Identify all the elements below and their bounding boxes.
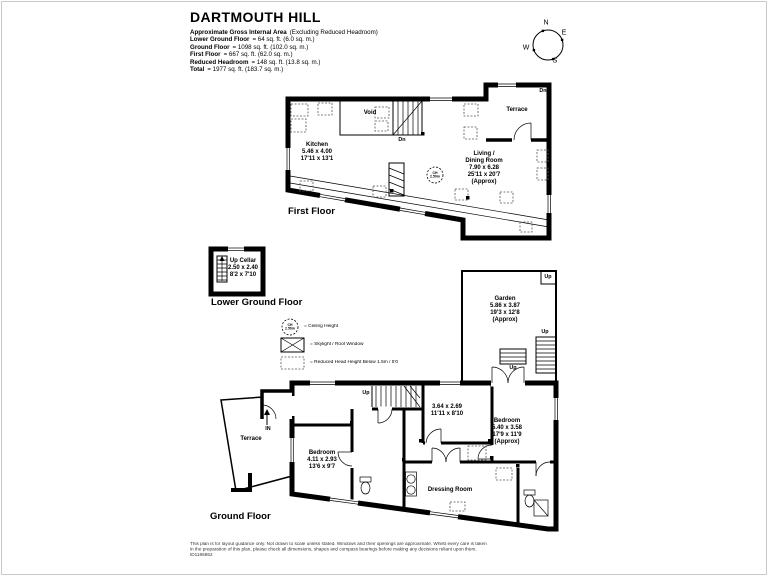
cellar-up-label: Up (229, 258, 238, 264)
room-label-garden: Garden 5.86 x 3.87 19'3 x 12'8 (Approx) (489, 296, 521, 323)
area-row: Lower Ground Floor = 64 sq. ft. (6.0 sq. m.) (190, 36, 315, 44)
compass-icon (533, 30, 564, 61)
garden-up-top-label: Up (544, 274, 552, 280)
compass-south-label: S (552, 57, 558, 65)
disclaimer-line: in the preparation of this plan, please check all dimensions, shapes and compass bearings before making any decisions reliant upon them. (190, 547, 477, 553)
entrance-in-label: IN (265, 426, 271, 432)
first-floor-title: First Floor (288, 206, 335, 217)
legend-reduced-headroom-icon (281, 357, 304, 369)
area-row: Reduced Headroom = 148 sq. ft. (13.8 sq. m.) (190, 58, 321, 66)
garden-stairs (500, 337, 556, 373)
legend-skylight-icon (281, 338, 304, 352)
stairs-dn-label: Dn (398, 137, 406, 143)
legend-skylight: = Skylight / Roof Window (310, 342, 364, 347)
property-title: DARTMOUTH HILL (190, 9, 321, 25)
legend-ceiling-height: = Ceiling Height (304, 324, 339, 329)
area-row: Ground Floor = 1098 sq. ft. (102.0 sq. m.) (190, 43, 309, 51)
garden-up-mid-label: Up (509, 365, 517, 371)
area-heading: Approximate Gross Internal Area (Excluding Reduced Headroom) (190, 29, 378, 36)
terrace-dn-label: Dn (539, 88, 547, 94)
lower-ground-floor-title: Lower Ground Floor (211, 297, 303, 308)
ch-marker-label: CH 2.50m (430, 171, 440, 179)
compass-east-label: E (561, 29, 567, 37)
stairs-up-label: Up (362, 390, 370, 396)
room-label-cellar: Up Cellar 2.50 x 2.40 8'2 x 7'10 (227, 258, 259, 278)
ground-floor-title: Ground Floor (210, 511, 271, 522)
room-label-void: Void (363, 110, 377, 116)
compass-west-label: W (522, 44, 530, 52)
legend-ch-symbol-label: CH 2.50m (285, 323, 295, 331)
room-label-bedroom-left: Bedroom 4.11 x 2.93 13'6 x 9'7 (307, 450, 337, 470)
garden-up-right-label: Up (541, 329, 549, 335)
room-label-bedroom-right: Bedroom 5.40 x 3.58 17'9 x 11'9 (Approx) (491, 418, 523, 445)
area-row: First Floor = 667 sq. ft. (62.0 sq. m.) (190, 51, 293, 59)
area-row: Total = 1977 sq. ft. (183.7 sq. m.) (190, 66, 284, 74)
disclaimer-reference: ID1185862 (190, 553, 213, 558)
disclaimer (190, 542, 487, 559)
room-label-kitchen: Kitchen 5.46 x 4.00 17'11 x 13'1 (300, 142, 334, 162)
area-summary (190, 29, 378, 73)
legend-reduced-headroom: = Reduced Head Height Below 1.5m / 5'0 (310, 360, 399, 365)
room-label-living-dining: Living / Dining Room 7.90 x 6.28 25'11 x 20'7 (Approx) (465, 151, 503, 185)
room-label-dressing-room: Dressing Room (427, 487, 473, 493)
room-label-terrace-first: Terrace (506, 107, 528, 113)
compass-north-label: N (543, 19, 549, 27)
room-label-middle-room: 3.64 x 2.69 11'11 x 8'10 (430, 404, 464, 417)
room-label-terrace-ground: Terrace (240, 436, 262, 442)
disclaimer-line: This plan is for layout guidance only. Not drawn to scale unless stated. Windows and their openings are approximate. Whilst every care is taken (190, 542, 487, 547)
